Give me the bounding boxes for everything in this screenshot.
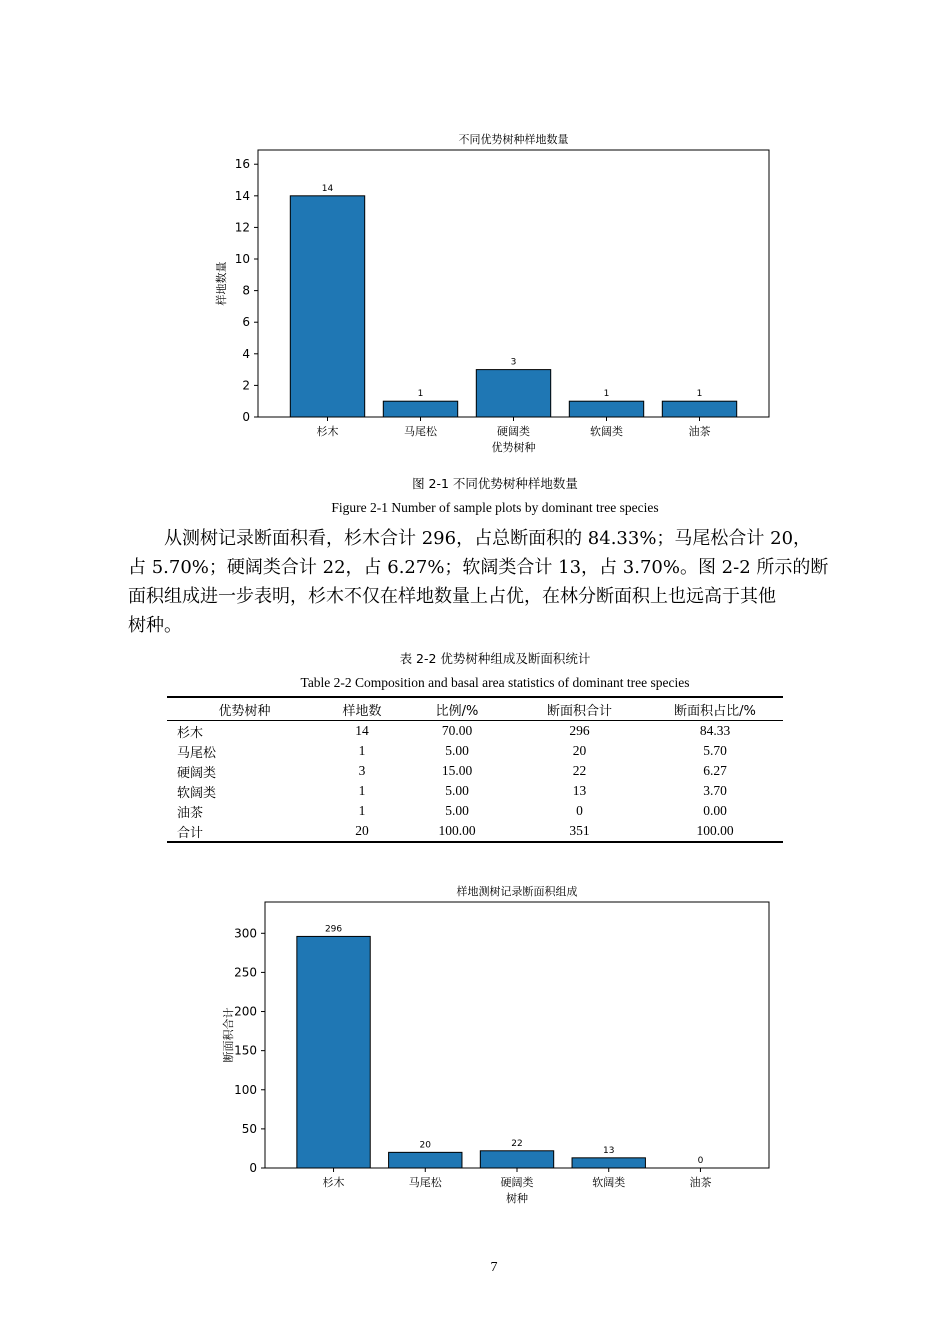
y-tick-label: 6 xyxy=(242,315,250,330)
page-number: 7 xyxy=(490,1260,498,1275)
table-cell: 70.00 xyxy=(441,723,473,738)
bar-data-label: 20 xyxy=(419,1140,431,1151)
x-tick-label: 软阔类 xyxy=(592,1176,626,1189)
x-tick-label: 硬阔类 xyxy=(500,1176,534,1189)
bar-data-label: 22 xyxy=(511,1138,523,1149)
bar xyxy=(572,1158,645,1168)
y-tick-label: 4 xyxy=(242,346,250,361)
bar-data-label: 1 xyxy=(417,389,424,400)
bar-data-label: 14 xyxy=(321,183,334,194)
table-cell: 84.33 xyxy=(699,723,731,738)
x-tick-label: 油茶 xyxy=(689,1176,712,1189)
bar-data-label: 296 xyxy=(324,924,343,935)
bar-data-label: 1 xyxy=(603,389,610,400)
y-tick-label: 14 xyxy=(234,188,250,203)
table-cell: 14 xyxy=(355,723,369,738)
table-cell: 5.00 xyxy=(445,743,469,758)
y-tick-label: 250 xyxy=(234,965,257,980)
x-tick-label: 马尾松 xyxy=(408,1176,442,1189)
table-cell: 296 xyxy=(569,723,590,738)
table-cell: 油茶 xyxy=(177,805,204,821)
y-axis-label: 断面积合计 xyxy=(222,1007,235,1063)
y-tick-label: 12 xyxy=(234,220,250,235)
paragraph-line: 树种。 xyxy=(128,615,182,636)
bar xyxy=(480,1151,553,1168)
bar xyxy=(297,936,370,1168)
table-cell: 5.00 xyxy=(445,783,469,798)
header-species: 优势树种 xyxy=(167,697,322,721)
y-tick-label: 8 xyxy=(242,283,250,298)
table-cell: 马尾松 xyxy=(177,745,217,761)
y-tick-label: 0 xyxy=(242,410,250,424)
header-proportion: 比例/% xyxy=(402,697,512,721)
table-cell: 杉木 xyxy=(177,725,204,741)
y-tick-label: 50 xyxy=(241,1121,257,1136)
y-tick-label: 0 xyxy=(249,1161,257,1175)
y-tick-label: 16 xyxy=(234,157,250,172)
table-cell: 6.27 xyxy=(703,763,727,778)
table-cell: 22 xyxy=(572,763,587,778)
table-cell: 0 xyxy=(576,803,583,818)
x-tick-label: 硬阔类 xyxy=(497,425,530,438)
y-tick-label: 2 xyxy=(242,378,250,393)
x-tick-label: 杉木 xyxy=(322,1176,345,1189)
x-axis-label: 优势树种 xyxy=(491,441,536,454)
table-cell: 1 xyxy=(358,743,366,758)
x-axis-label: 树种 xyxy=(506,1192,528,1205)
x-tick-label: 软阔类 xyxy=(590,425,624,438)
table-cell: 100.00 xyxy=(647,821,783,842)
y-tick-label: 100 xyxy=(234,1082,257,1097)
paragraph-line: 从测树记录断面积看，杉木合计 296，占总断面积的 84.33%；马尾松合计 20， xyxy=(164,528,812,549)
table-2-2-caption-cn: 表 2-2 优势树种组成及断面积统计 xyxy=(399,651,591,666)
table-cell: 0.00 xyxy=(703,803,727,818)
y-tick-label: 200 xyxy=(234,1004,257,1019)
header-basal-area-share: 断面积占比/% xyxy=(647,697,783,721)
y-axis-label: 样地数量 xyxy=(215,261,228,306)
bar-data-label: 0 xyxy=(697,1156,704,1166)
table-cell: 5.00 xyxy=(445,803,469,818)
x-tick-label: 马尾松 xyxy=(403,425,437,438)
bar-data-label: 13 xyxy=(603,1145,615,1156)
table-cell: 20 xyxy=(572,743,587,758)
paragraph-line: 面积组成进一步表明，杉木不仅在样地数量上占优，在林分断面积上也远高于其他 xyxy=(128,586,776,607)
table-cell: 3 xyxy=(358,763,366,778)
figure-2-1-caption-en: Figure 2-1 Number of sample plots by dominant tree species xyxy=(331,500,659,515)
paragraph-line: 占 5.70%；硬阔类合计 22，占 6.27%；软阔类合计 13，占 3.70%。图 2-2 所示的断 xyxy=(128,557,829,578)
y-tick-label: 10 xyxy=(234,252,250,267)
table-cell: 软阔类 xyxy=(177,785,217,801)
x-tick-label: 杉木 xyxy=(316,425,339,438)
table-cell: 5.70 xyxy=(703,743,727,758)
table-cell: 硬阔类 xyxy=(177,765,217,781)
table-cell: 20 xyxy=(322,821,402,842)
y-tick-label: 150 xyxy=(234,1043,257,1058)
table-cell: 1 xyxy=(358,783,366,798)
table-cell: 3.70 xyxy=(703,783,727,798)
table-cell: 100.00 xyxy=(402,821,512,842)
chart-title: 不同优势树种样地数量 xyxy=(458,133,569,146)
y-tick-label: 300 xyxy=(234,926,257,941)
x-tick-label: 油茶 xyxy=(688,425,711,438)
bar-data-label: 1 xyxy=(696,389,703,400)
header-basal-area-total: 断面积合计 xyxy=(512,697,647,721)
table-cell: 15.00 xyxy=(441,763,473,778)
table-cell: 1 xyxy=(358,803,366,818)
table-cell: 351 xyxy=(512,821,647,842)
bar-data-label: 3 xyxy=(510,357,517,368)
chart-title: 样地测树记录断面积组成 xyxy=(456,885,578,898)
table-2-2-caption-en: Table 2-2 Composition and basal area statistics of dominant tree species xyxy=(300,675,690,690)
table-cell: 13 xyxy=(572,783,587,798)
figure-2-1-caption-cn: 图 2-1 不同优势树种样地数量 xyxy=(412,476,578,491)
bar xyxy=(389,1152,462,1168)
header-plot-count: 样地数 xyxy=(322,697,402,721)
table-cell: 合计 xyxy=(167,821,322,842)
